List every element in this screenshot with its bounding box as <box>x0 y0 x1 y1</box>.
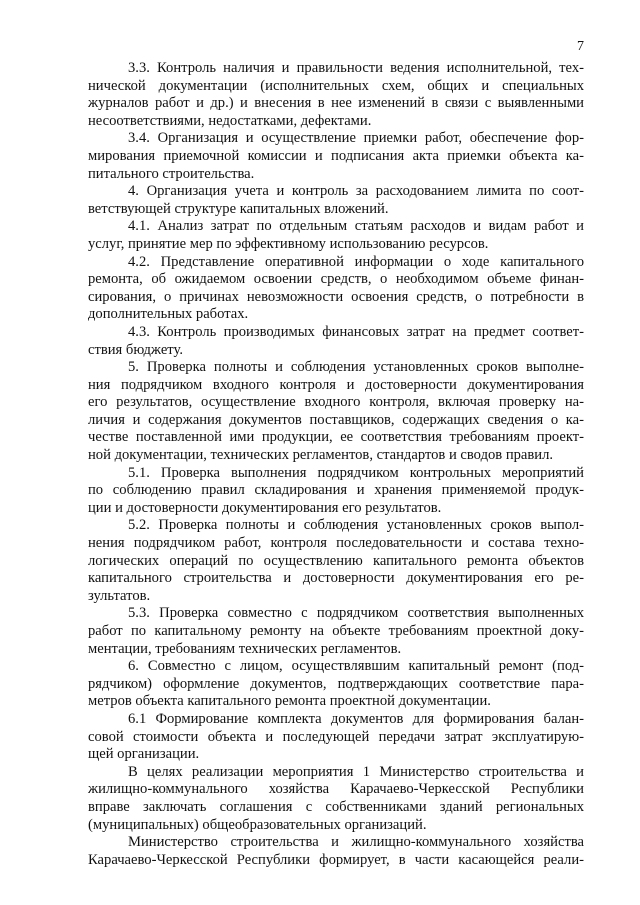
paragraph <box>88 324 584 359</box>
text-line: ной документации, технических регламентов, стандартов и сводов правил. <box>88 447 554 464</box>
page-number: 7 <box>577 39 584 54</box>
text-line: нения подрядчиком работ, контроля последовательности и состава техно- <box>88 535 584 552</box>
text-line: 4.2. Представление оперативной информации о ходе капитального <box>128 253 584 270</box>
text-line: 5.3. Проверка совместно с подрядчиком соответствия выполненных <box>128 605 584 622</box>
text-line: мирования приемочной комиссии и подписания акта приемки объекта ка- <box>88 147 584 164</box>
text-line: Карачаево-Черкесской Республики формирует, в части касающейся реали- <box>88 851 584 868</box>
text-line: ствия бюджету. <box>88 341 183 358</box>
text-line: ремонта, об ожидаемом освоении средств, о необходимом объеме финан- <box>88 271 584 288</box>
text-line: ния подрядчиком входного контроля и достоверности документирования <box>88 376 584 393</box>
paragraph <box>88 60 584 130</box>
text-line: дополнительных работах. <box>88 306 249 323</box>
text-line: (муниципальных) общеобразовательных организаций. <box>88 816 427 833</box>
text-line: 5.2. Проверка полноты и соблюдения установленных сроков выпол- <box>128 517 584 534</box>
text-line: 6. Совместно с лицом, осуществлявшим капитальный ремонт (под- <box>128 658 584 675</box>
paragraph <box>88 517 584 605</box>
paragraph <box>88 658 584 711</box>
text-line: логических операций по осуществлению капитального ремонта объектов <box>88 552 584 569</box>
text-line: работ по капитальному ремонту на объекте требованиям проектной доку- <box>88 623 584 639</box>
text-line: 4. Организация учета и контроль за расходованием лимита по соот- <box>128 183 584 200</box>
text-line: 5. Проверка полноты и соблюдения установленных сроков выполне- <box>128 359 584 376</box>
text-line: по соблюдению правил складирования и хранения применяемой продук- <box>88 482 584 499</box>
paragraph <box>88 359 584 465</box>
text-line: несоответствиями, недостатками, дефектами. <box>88 112 372 129</box>
text-line: сирования, о причинах невозможности освоения средств, о потребности в <box>88 288 584 305</box>
paragraph <box>88 711 584 764</box>
text-line: рядчиком) оформление документов, подтверждающих соответствие пара- <box>88 675 584 692</box>
text-line: услуг, принятие мер по эффективному использованию ресурсов. <box>88 235 489 252</box>
text-line: честве поставленной ими продукции, ее соответствия требованиям проект- <box>88 429 584 446</box>
text-line: 6.1 Формирование комплекта документов для формирования балан- <box>128 710 584 727</box>
text-line: ции и достоверности документирования его результатов. <box>88 499 442 516</box>
text-line: 5.1. Проверка выполнения подрядчиком контрольных мероприятий <box>128 464 584 481</box>
text-line: совой стоимости объекта и последующей передачи затрат эксплуатирую- <box>88 728 584 745</box>
text-line: нической документации (исполнительных схем, общих и специальных <box>88 77 584 94</box>
paragraph <box>88 254 584 324</box>
text-line: капитального строительства и достоверности документирования его ре- <box>88 570 584 587</box>
text-line: В целях реализации мероприятия 1 Министерство строительства и <box>128 763 584 780</box>
paragraph <box>88 834 584 869</box>
text-line: его результатов, осуществление входного контроля, включая проверку на- <box>88 394 584 411</box>
document-body <box>88 60 584 869</box>
paragraph <box>88 605 584 658</box>
text-line: питального строительства. <box>88 165 255 182</box>
text-line: 3.3. Контроль наличия и правильности ведения исполнительной, тех- <box>128 60 584 76</box>
text-line: зультатов. <box>88 587 151 604</box>
text-line: метров объекта капитального ремонта проектной документации. <box>88 693 491 710</box>
text-line: жилищно-коммунального хозяйства Карачаево-Черкесской Республики <box>88 781 584 798</box>
text-line: ветствующей структуре капитальных вложений. <box>88 200 389 217</box>
text-line: 4.1. Анализ затрат по отдельным статьям расходов и видам работ и <box>128 218 584 235</box>
text-line: 4.3. Контроль производимых финансовых затрат на предмет соответ- <box>128 323 584 340</box>
paragraph <box>88 218 584 253</box>
text-line: журналов работ и др.) и внесения в нее изменений в связи с выявленными <box>88 95 584 112</box>
text-line: вправе заключать соглашения с собственниками зданий региональных <box>88 798 584 815</box>
paragraph <box>88 465 584 518</box>
text-line: 3.4. Организация и осуществление приемки работ, обеспечение фор- <box>128 130 584 147</box>
paragraph <box>88 764 584 834</box>
text-line: личия и содержания документов поставщиков, содержащих сведения о ка- <box>88 411 584 428</box>
paragraph <box>88 183 584 218</box>
paragraph <box>88 130 584 183</box>
text-line: щей организации. <box>88 746 200 763</box>
text-line: ментации, требованиям технических регламентов. <box>88 640 402 657</box>
text-line: Министерство строительства и жилищно-коммунального хозяйства <box>128 834 584 851</box>
